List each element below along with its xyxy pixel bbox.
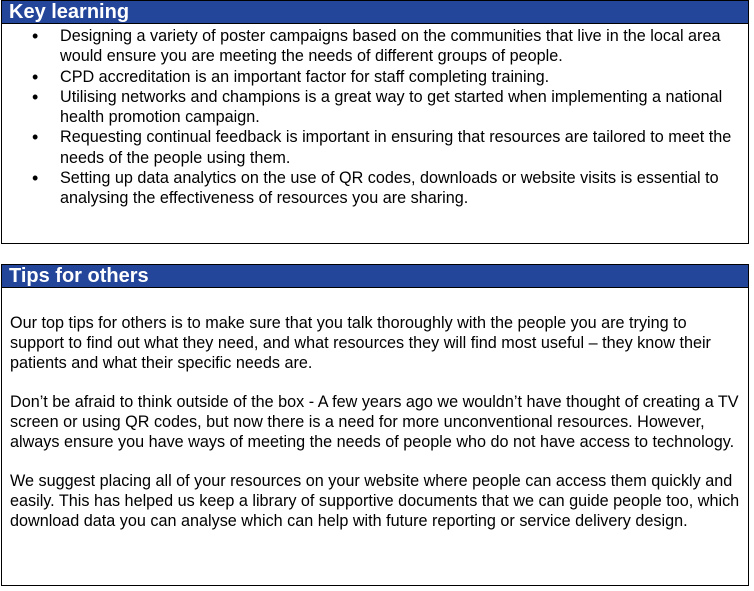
tips-paragraph: We suggest placing all of your resources on your website where people can access them quickly and easily. This has helped us keep a library of supportive documents that we can guide people too, which download data you can analyse which can help with future reporting or service delivery design. [10,471,740,530]
tips-body [2,288,748,531]
key-learning-item: • Requesting continual feedback is important in ensuring that resources are tailored to meet the needs of the people using them. [2,127,748,168]
key-learning-heading: Key learning [2,1,748,24]
tips-paragraph: Our top tips for others is to make sure that you talk thoroughly with the people you are trying to support to find out what they need, and what resources they will find most useful – they know their patients and what their specific needs are. [10,314,711,372]
key-learning-item: • Utilising networks and champions is a great way to get started when implementing a national health promotion campaign. [2,87,748,128]
key-learning-list [2,26,748,209]
key-learning-item: • Setting up data analytics on the use of QR codes, downloads or website visits is essential to analysing the effectiveness of resources you are sharing. [2,168,748,209]
key-learning-item: • Designing a variety of poster campaigns based on the communities that live in the local area would ensure you are meeting the needs of different groups of people. [2,26,748,67]
key-learning-item: • CPD accreditation is an important factor for staff completing training. [2,67,748,87]
tips-panel [1,264,749,586]
tips-heading: Tips for others [2,265,748,288]
tips-paragraph: Don’t be afraid to think outside of the box - A few years ago we wouldn’t have thought of creating a TV screen or using QR codes, but now there is a need for more unconventional resources. However, always ensure you have ways of meeting the needs of people who do not have access to technology. [10,392,739,451]
key-learning-panel [1,0,749,244]
